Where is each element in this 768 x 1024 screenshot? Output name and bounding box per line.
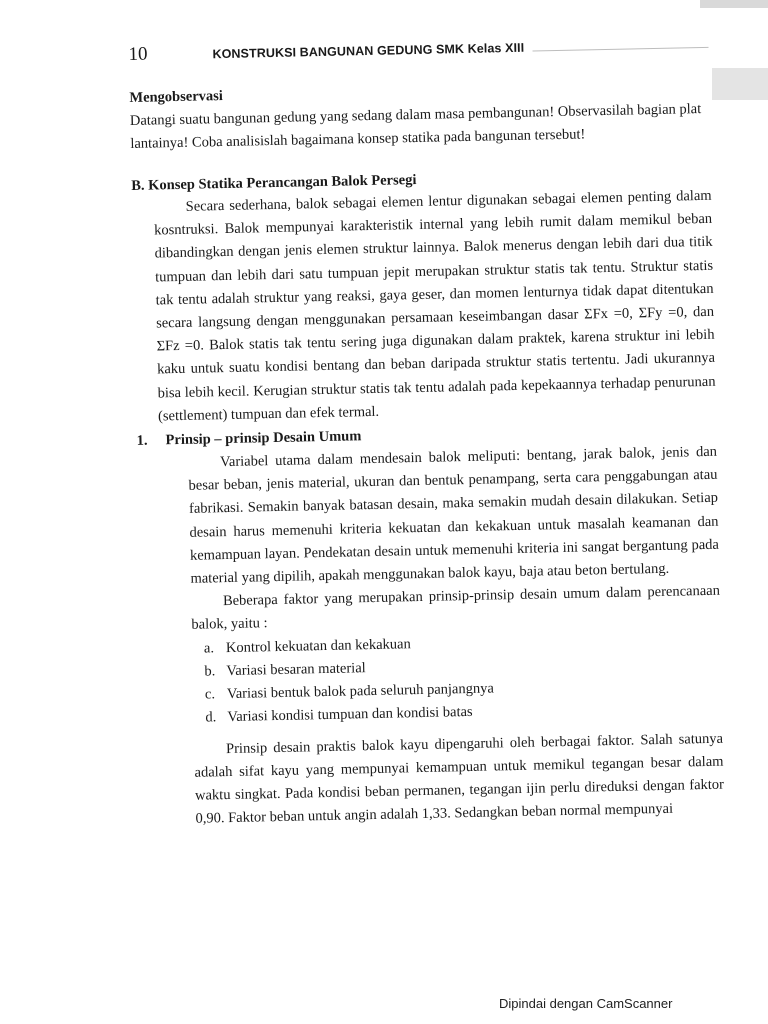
- subsection-title: Prinsip – prinsip Desain Umum: [165, 428, 362, 449]
- list-item-letter: c.: [204, 685, 216, 703]
- subsection-paragraph: Beberapa faktor yang merupakan prinsip-prinsip desain umum dalam perencanaan balok, yaitu :: [191, 582, 721, 634]
- list-item-text: Kontrol kekuatan dan kekakuan: [225, 635, 411, 656]
- list-item-text: Variasi besaran material: [226, 659, 366, 679]
- observation-box: [129, 75, 710, 156]
- list-item-text: Variasi kondisi tumpuan dan kondisi batas: [227, 703, 473, 725]
- subsection-number: 1.: [136, 432, 148, 449]
- scanner-credit: Dipindai dengan CamScanner: [499, 996, 673, 1011]
- list-item-text: Variasi bentuk balok pada seluruh panjangnya: [226, 680, 494, 702]
- factor-list: [204, 626, 723, 729]
- section-b-title: B. Konsep Statika Perancangan Balok Persegi: [131, 171, 417, 194]
- scan-edge-mark: [712, 68, 768, 100]
- page-header: [128, 32, 708, 66]
- section-b-paragraph: Secara sederhana, balok sebagai elemen lentur digunakan sebagai elemen penting dalam kosntruksi. Balok mempunyai karakteristik internal yang lebih rumit dalam memikul beban dibandingkan dengan jenis elemen struktur lainnya. Balok menerus dengan lebih dari dua titik tumpuan dan lebih dari satu tumpuan jepit merupakan struktur statis tak tentu. Struktur statis tak tentu adalah struktur yang reaksi, gaya geser, dan momen lenturnya tidak dapat ditentukan secara langsung dengan menggunakan persamaan keseimbangan dasar ΣFx =0, ΣFy =0, dan ΣFz =0. Balok statis tak tentu sering juga digunakan dalam praktek, karena struktur ini lebih kaku untuk suatu kondisi bentang dan beban daripada struktur statis tertentu. Jadi ukurannya bisa lebih kecil. Kerugian struktur statis tak tentu adalah pada kepekaannya terhadap penurunan (settlement) tumpuan dan efek termal.: [154, 187, 716, 425]
- observation-title: Mengobservasi: [129, 88, 224, 106]
- observation-text: Datangi suatu bangunan gedung yang sedang dalam masa pembangunan! Observasilah bagian plat lantainya! Coba analisislah bagaimana konsep statika pada bangunan tersebut!: [129, 101, 702, 152]
- page-number: 10: [128, 43, 148, 65]
- subsection-paragraph: Prinsip desain praktis balok kayu dipengaruhi oleh berbagai faktor. Salah satunya adalah sifat kayu yang mempunyai kemampuan untuk memikul tegangan besar dalam waktu singkat. Pada kondisi beban permanen, tegangan ijin perlu direduksi dengan faktor 0,90. Faktor beban untuk angin adalah 1,33. Sedangkan beban normal mempunyai: [194, 730, 725, 828]
- document-page: [128, 18, 725, 832]
- header-rule: [532, 47, 708, 52]
- subsection-paragraph: Variabel utama dalam mendesain balok meliputi: bentang, jarak balok, jenis dan besar beban, jenis material, ukuran dan bentuk penampang, serta cara penggabungan atau fabrikasi. Semakin banyak batasan desain, maka semakin mudah desain dilakukan. Setiap desain harus memenuhi kriteria kekuatan dan kekakuan untuk masalah keamanan dan kemampuan layan. Pendekatan desain untuk memenuhi kriteria ini sangat bergantung pada material yang dipilih, apakah menggunakan balok kayu, baja atau beton bertulang.: [188, 443, 720, 587]
- list-item-letter: b.: [204, 662, 216, 680]
- list-item-letter: a.: [203, 639, 215, 657]
- header-title: KONSTRUKSI BANGUNAN GEDUNG SMK Kelas XIII: [212, 40, 525, 62]
- scan-edge-mark: [700, 0, 768, 8]
- list-item-letter: d.: [205, 708, 217, 726]
